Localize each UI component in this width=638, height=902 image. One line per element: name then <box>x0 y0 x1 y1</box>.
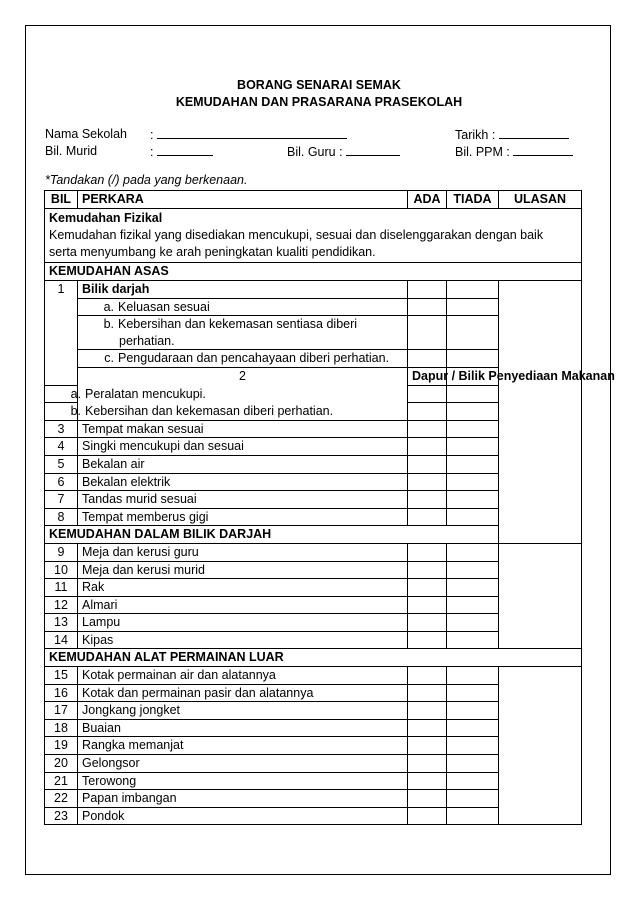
sub-item: c. Pengudaraan dan pencahayaan diberi perhatian. <box>78 350 408 368</box>
ada-cell[interactable] <box>408 561 447 579</box>
ulasan-cell-asas[interactable] <box>499 281 582 543</box>
ada-cell[interactable] <box>408 579 447 597</box>
item-label: Singki mencukupi dan sesuai <box>78 438 408 456</box>
tiada-cell[interactable] <box>447 737 499 755</box>
bil-cell: 9 <box>45 543 78 561</box>
ada-cell[interactable] <box>408 684 447 702</box>
tiada-cell[interactable] <box>447 684 499 702</box>
ada-cell[interactable] <box>408 807 447 825</box>
bil-murid-field[interactable]: : <box>150 144 213 159</box>
bil-guru-field[interactable]: Bil. Guru : <box>287 144 400 159</box>
intro-row <box>45 208 582 263</box>
header-row <box>45 191 582 209</box>
ada-cell[interactable] <box>408 790 447 808</box>
bil-ppm-line[interactable] <box>513 144 573 156</box>
tiada-cell[interactable] <box>447 702 499 720</box>
col-ulasan: ULASAN <box>499 191 582 209</box>
bil-cell: 4 <box>45 438 78 456</box>
form-subtitle: KEMUDAHAN DAN PRASARANA PRASEKOLAH <box>175 95 463 109</box>
ada-cell[interactable] <box>408 491 447 509</box>
section-asas: KEMUDAHAN ASAS <box>45 263 582 281</box>
item-label: Kipas <box>78 631 408 649</box>
ada-cell[interactable] <box>408 719 447 737</box>
item-label: Tempat makan sesuai <box>78 420 408 438</box>
sub-item-continued: perhatian. <box>78 333 408 350</box>
bil-cell: 14 <box>45 631 78 649</box>
item-label: Meja dan kerusi guru <box>78 543 408 561</box>
tiada-cell[interactable] <box>447 316 499 350</box>
bil-cell: 2 <box>78 367 408 420</box>
sub-item: a. Keluasan sesuai <box>78 298 408 316</box>
intro-heading: Kemudahan Fizikal <box>49 210 163 225</box>
table-row <box>45 281 582 298</box>
tiada-cell[interactable] <box>447 667 499 685</box>
bil-cell: 23 <box>45 807 78 825</box>
tiada-cell[interactable] <box>447 596 499 614</box>
bil-cell: 5 <box>45 455 78 473</box>
item-label: Bekalan air <box>78 455 408 473</box>
table-row <box>45 367 582 385</box>
ulasan-cell-bilik[interactable] <box>499 543 582 649</box>
tiada-cell[interactable] <box>447 438 499 456</box>
section-row <box>45 263 582 281</box>
tiada-cell[interactable] <box>447 631 499 649</box>
tiada-cell[interactable] <box>447 807 499 825</box>
sub-item: a. Peralatan mencukupi. <box>45 385 78 403</box>
section-permainan-luar: KEMUDAHAN ALAT PERMAINAN LUAR <box>45 649 582 667</box>
tarikh-line[interactable] <box>499 127 569 139</box>
tiada-cell[interactable] <box>447 790 499 808</box>
item-label: Kotak dan permainan pasir dan alatannya <box>78 684 408 702</box>
bil-cell: 6 <box>45 473 78 491</box>
ada-cell[interactable] <box>408 385 447 403</box>
item-label: Rangka memanjat <box>78 737 408 755</box>
item-label: Lampu <box>78 614 408 632</box>
item-label: Tempat memberus gigi <box>78 508 408 526</box>
bil-cell: 20 <box>45 755 78 773</box>
bil-cell: 19 <box>45 737 78 755</box>
nama-sekolah-label: Nama Sekolah <box>45 127 127 141</box>
col-tiada: TIADA <box>447 191 499 209</box>
bil-cell: 18 <box>45 719 78 737</box>
item-label: Buaian <box>78 719 408 737</box>
checklist-body <box>44 281 615 825</box>
tiada-cell[interactable] <box>447 772 499 790</box>
bil-cell: 22 <box>45 790 78 808</box>
bil-cell: 21 <box>45 772 78 790</box>
tiada-cell[interactable] <box>447 719 499 737</box>
bil-cell: 17 <box>45 702 78 720</box>
tiada-cell[interactable] <box>447 455 499 473</box>
section-bilik-darjah: KEMUDAHAN DALAM BILIK DARJAH <box>45 526 582 544</box>
item-label: Almari <box>78 596 408 614</box>
bil-cell: 12 <box>45 596 78 614</box>
intro-line-2: serta menyumbang ke arah peningkatan kualiti pendidikan. <box>49 245 376 260</box>
checklist-table <box>44 190 582 281</box>
ada-cell <box>408 281 447 298</box>
ada-cell[interactable] <box>408 455 447 473</box>
item-label: Bilik darjah <box>78 281 408 298</box>
bil-cell: 11 <box>45 579 78 597</box>
ada-cell[interactable] <box>408 543 447 561</box>
ada-cell[interactable] <box>408 316 447 350</box>
tiada-cell[interactable] <box>447 508 499 526</box>
bil-cell: 15 <box>45 667 78 685</box>
item-label: Gelongsor <box>78 755 408 773</box>
item-label: Rak <box>78 579 408 597</box>
ada-cell[interactable] <box>408 755 447 773</box>
tiada-cell[interactable] <box>447 579 499 597</box>
ada-cell[interactable] <box>408 702 447 720</box>
ada-cell[interactable] <box>408 614 447 632</box>
ada-cell[interactable] <box>408 631 447 649</box>
tiada-cell[interactable] <box>447 385 499 403</box>
item-label: Kotak permainan air dan alatannya <box>78 667 408 685</box>
ada-cell[interactable] <box>408 350 447 368</box>
section-row <box>45 526 582 544</box>
sub-item: b. Kebersihan dan kekemasan sentiasa diberi <box>78 316 408 333</box>
tiada-cell[interactable] <box>447 403 499 421</box>
ada-cell[interactable] <box>408 298 447 316</box>
item-label: Tandas murid sesuai <box>78 491 408 509</box>
item-label: Jongkang jongket <box>78 702 408 720</box>
table-row <box>45 667 582 685</box>
instruction-note: *Tandakan (/) pada yang berkenaan. <box>45 173 248 187</box>
tiada-cell[interactable] <box>447 420 499 438</box>
ada-cell[interactable] <box>408 403 447 421</box>
section-row <box>45 649 582 667</box>
nama-sekolah-field[interactable]: : <box>150 127 347 142</box>
form-title: BORANG SENARAI SEMAK <box>237 78 401 92</box>
bil-cell: 16 <box>45 684 78 702</box>
ada-cell[interactable] <box>408 596 447 614</box>
item-label: Pondok <box>78 807 408 825</box>
tiada-cell[interactable] <box>447 491 499 509</box>
item-label: Terowong <box>78 772 408 790</box>
ada-cell[interactable] <box>408 438 447 456</box>
item-label: Dapur / Bilik Penyediaan Makanan <box>408 367 447 385</box>
intro-cell <box>45 208 582 263</box>
tiada-cell <box>447 281 499 298</box>
bil-murid-label: Bil. Murid <box>45 144 98 158</box>
ada-cell[interactable] <box>408 473 447 491</box>
item-label: Bekalan elektrik <box>78 473 408 491</box>
bil-cell: 3 <box>45 420 78 438</box>
intro-line-1: Kemudahan fizikal yang disediakan mencukupi, sesuai dan diselenggarakan dengan baik <box>49 227 544 242</box>
tiada-cell[interactable] <box>447 543 499 561</box>
bil-cell: 10 <box>45 561 78 579</box>
tiada-cell[interactable] <box>447 755 499 773</box>
ulasan-cell-luar[interactable] <box>499 667 582 825</box>
tiada-cell[interactable] <box>447 350 499 368</box>
col-ada: ADA <box>408 191 447 209</box>
ada-cell[interactable] <box>408 420 447 438</box>
item-label: Papan imbangan <box>78 790 408 808</box>
ada-cell[interactable] <box>408 737 447 755</box>
ada-cell[interactable] <box>408 508 447 526</box>
bil-cell: 1 <box>45 281 78 385</box>
tarikh-field[interactable]: Tarikh : <box>455 127 569 142</box>
item-label: Meja dan kerusi murid <box>78 561 408 579</box>
bil-guru-line[interactable] <box>346 144 400 156</box>
tiada-cell[interactable] <box>447 473 499 491</box>
ada-cell[interactable] <box>408 772 447 790</box>
bil-cell: 13 <box>45 614 78 632</box>
tiada-cell[interactable] <box>447 298 499 316</box>
bil-cell: 7 <box>45 491 78 509</box>
bil-cell: 8 <box>45 508 78 526</box>
col-bil: BIL <box>45 191 78 209</box>
ada-cell[interactable] <box>408 667 447 685</box>
sub-item: b. Kebersihan dan kekemasan diberi perhatian. <box>45 403 78 421</box>
table-row <box>45 543 582 561</box>
tiada-cell[interactable] <box>447 614 499 632</box>
nama-sekolah-line[interactable] <box>157 127 347 139</box>
col-perkara: PERKARA <box>78 191 408 209</box>
bil-ppm-field[interactable]: Bil. PPM : <box>455 144 573 159</box>
bil-murid-line[interactable] <box>157 144 213 156</box>
tiada-cell[interactable] <box>447 561 499 579</box>
